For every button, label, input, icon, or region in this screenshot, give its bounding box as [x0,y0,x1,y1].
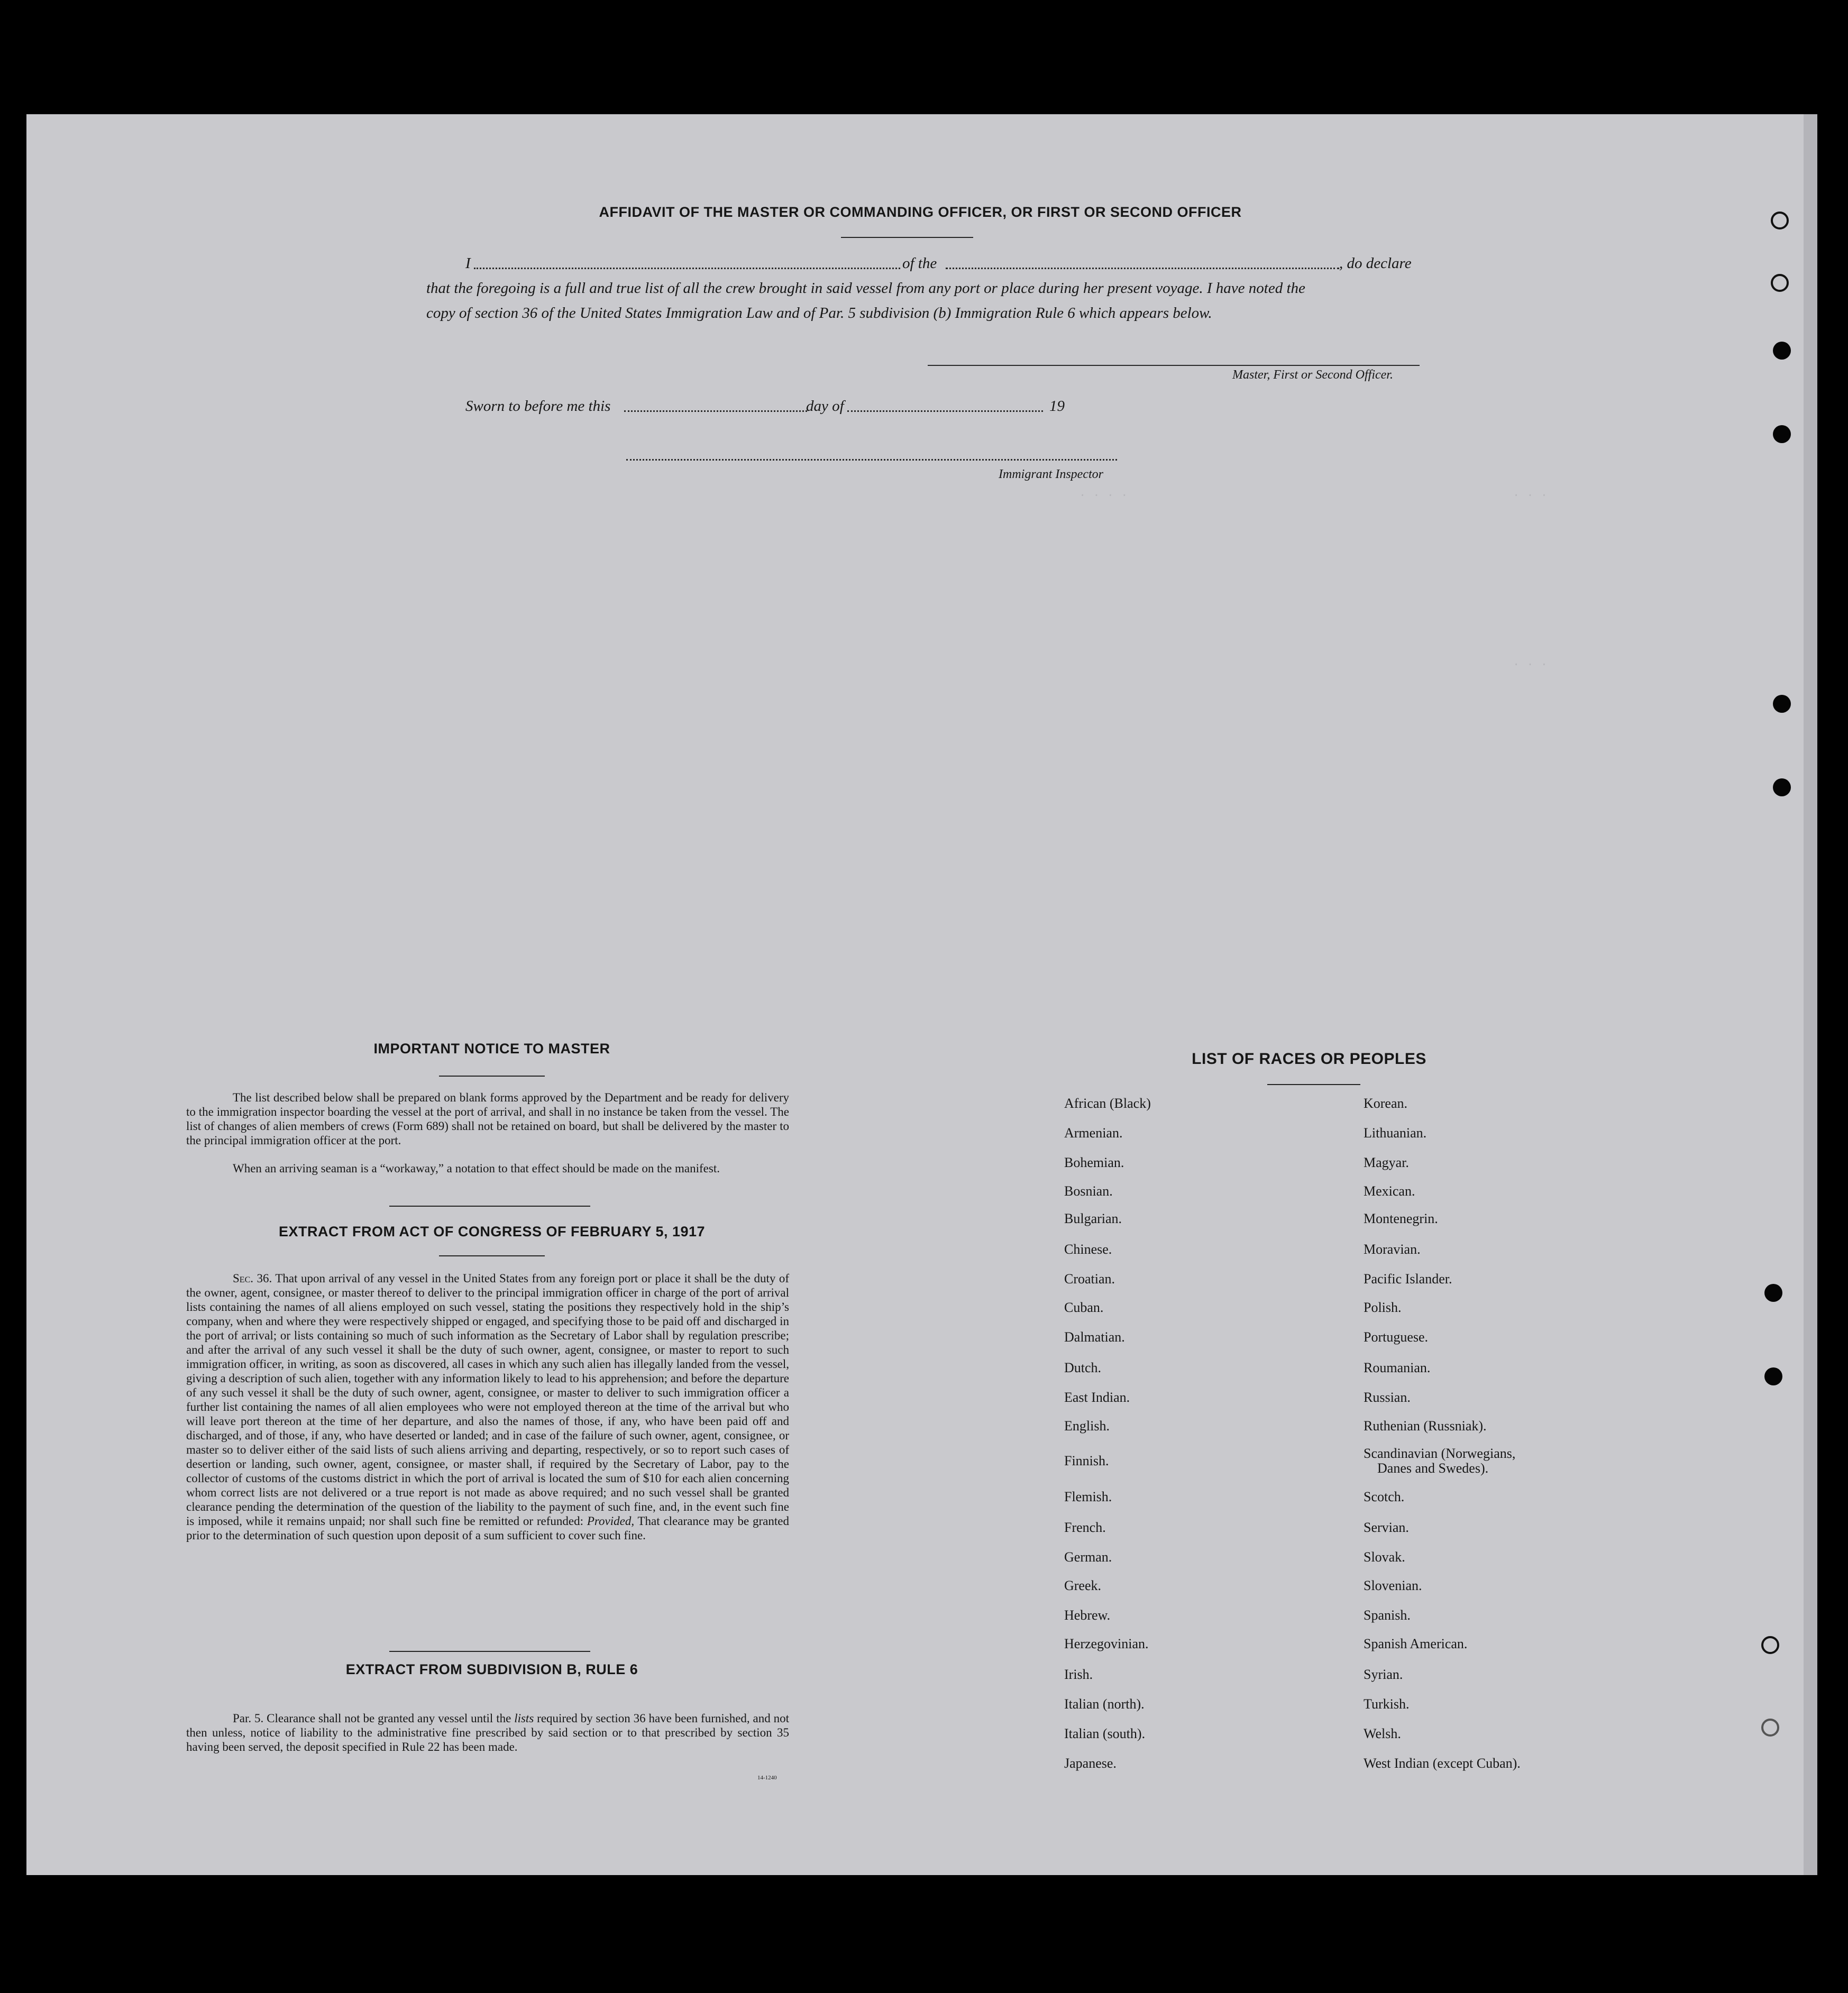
race-item: Scotch. [1364,1489,1405,1504]
race-item: Greek. [1064,1578,1102,1593]
master-signature-line [928,365,1420,366]
race-item: Polish. [1364,1300,1402,1315]
sworn-day-blank [624,410,807,412]
notice-title: IMPORTANT NOTICE TO MASTER [373,1041,610,1057]
punch-hole [1761,1719,1779,1737]
act-rule [439,1255,545,1256]
race-item: Japanese. [1064,1756,1117,1771]
title-rule [841,237,973,238]
lists-word: lists [514,1712,534,1725]
race-item: Slovak. [1364,1549,1405,1565]
race-item: Italian (south). [1064,1726,1146,1741]
race-item: Spanish American. [1364,1636,1468,1651]
race-item: Magyar. [1364,1155,1409,1170]
race-item: Ruthenian (Russniak). [1364,1418,1487,1434]
section-36-end: That clearance may be granted prior to the determination of such question upon deposit of a sum sufficient to cover such fine. [186,1514,789,1542]
document-sheet [26,114,1816,1875]
punch-hole [1761,1636,1779,1654]
race-item: Armenian. [1064,1125,1123,1141]
race-item: Lithuanian. [1364,1125,1427,1141]
inspector-label: Immigrant Inspector [999,467,1103,481]
punch-hole [1771,274,1789,292]
vessel-blank [946,268,1339,269]
race-item: Montenegrin. [1364,1211,1438,1226]
name-blank [474,268,900,269]
provided-word: Provided, [587,1514,635,1528]
punch-hole [1771,212,1789,229]
race-item: Portuguese. [1364,1329,1429,1345]
race-item: African (Black) [1064,1096,1151,1111]
section-36-text [186,1271,789,1542]
race-item: Slovenian. [1364,1578,1422,1593]
race-item: Spanish. [1364,1608,1411,1623]
affidavit-i: I [465,255,471,272]
race-item: Welsh. [1364,1726,1401,1741]
race-item: Dutch. [1064,1360,1102,1375]
inspector-signature-line [626,459,1117,461]
act-extract-title: EXTRACT FROM ACT OF CONGRESS OF FEBRUARY 5, 1917 [278,1224,706,1239]
race-item: Scandinavian (Norwegians, [1364,1446,1516,1461]
section-rule [389,1651,590,1652]
bleed-through-text: . . . [1513,656,1548,669]
race-item-continued: Danes and Swedes). [1377,1461,1489,1476]
notice-paragraph-2: When an arriving seaman is a “workaway,” a notation to that effect should be made on the manifest. [233,1162,720,1175]
race-item: Dalmatian. [1064,1329,1125,1345]
sworn-text: Sworn to before me this [465,398,611,415]
race-item: Roumanian. [1364,1360,1431,1375]
race-item: Pacific Islander. [1364,1271,1452,1287]
punch-hole [1764,1367,1782,1385]
races-rule [1267,1084,1360,1085]
affidavit-title: AFFIDAVIT OF THE MASTER OR COMMANDING OFFICER, OR FIRST OR SECOND OFFICER [599,204,1242,220]
race-item: Bulgarian. [1064,1211,1122,1226]
par-5-start: Par. 5. Clearance shall not be granted any vessel until the [233,1712,511,1725]
race-item: English. [1064,1418,1110,1434]
race-item: Irish. [1064,1667,1093,1682]
affidavit-line-3: copy of section 36 of the United States Immigration Law and of Par. 5 subdivision (b) Immigration Rule 6 which appears below. [426,305,1212,322]
races-title: LIST OF RACES OR PEOPLES [1192,1050,1426,1068]
bleed-through-text: . . . [1513,486,1548,500]
affidavit-declare: , do declare [1339,255,1412,272]
race-item: Turkish. [1364,1696,1410,1712]
year-text: 19 [1049,398,1065,415]
race-item: Russian. [1364,1390,1411,1405]
race-item: Hebrew. [1064,1608,1111,1623]
notice-rule [439,1076,545,1077]
section-36-body: That upon arrival of any vessel in the United States from any foreign port or place it shall be the duty of the owner, agent, consignee, or master thereof to deliver to the principal immigration officer in charge of the port of arrival lists containing the names of all aliens employed on such vessel, stating the positions they respectively hold in the ship’s company, when and where they were respectively shipped or engaged, and specifying those to be paid off and discharged in the port of arrival; or lists containing so much of such information as the Secretary of Labor shall by regulation prescribe; and after the arrival of any such vessel it shall be the duty of such owner, agent, consignee, or master to report to such immigration officer, in writing, as soon as discovered, all cases in which any such alien has illegally landed from the vessel, giving a description of such alien, together with any information likely to lead to his apprehension; and before the departure of any such vessel it shall be the duty of such owner, agent, consignee, or master to deliver to such immigration officer a further list containing the names of all alien employees who were not employed thereon at the time of the arrival but who will leave port thereon at the time of her departure, and also the names of those, if any, who have been paid off and discharged, and of those, if any, who have deserted or landed; and in case of the failure of such owner, agent, consignee, or master so to deliver either of the said lists of such aliens arriving and departing, respectively, or so to report such cases of desertion or landing, such owner, agent, consignee, or master shall, if required by the Secretary of Labor, pay to the collector of customs of the customs district in which the port of arrival is located the sum of $10 for each alien concerning whom correct lists are not delivered or a true report is not made as above required; and no such vessel shall be granted clearance pending the determination of the question of the liability to the payment of such fine, and, in the event such fine is imposed, while it remains unpaid; nor shall such fine be remitted or refunded: [186,1272,789,1528]
notice-paragraph-1: The list described below shall be prepared on blank forms approved by the Department and be ready for delivery to the immigration inspector boarding the vessel at the port of arrival, and shall in no instance be taken from the vessel. The list of changes of alien members of crews (Form 689) shall not be retained on board, but shall be delivered by the master to the principal immigration officer at the port. [186,1091,789,1147]
punch-hole [1773,342,1791,360]
race-item: Croatian. [1064,1271,1115,1287]
race-item: West Indian (except Cuban). [1364,1756,1521,1771]
race-item: German. [1064,1549,1112,1565]
month-blank [847,410,1043,412]
rule-extract-title: EXTRACT FROM SUBDIVISION B, RULE 6 [345,1661,638,1677]
section-rule [389,1206,590,1207]
punch-hole [1773,778,1791,796]
race-item: Moravian. [1364,1242,1421,1257]
race-item: Mexican. [1364,1183,1415,1199]
race-item: Herzegovinian. [1064,1636,1149,1651]
race-item: East Indian. [1064,1390,1130,1405]
punch-hole [1764,1284,1782,1302]
race-item: Italian (north). [1064,1696,1145,1712]
section-label: Sec. 36. [233,1272,272,1285]
race-item: Finnish. [1064,1453,1109,1468]
sheet-edge [1804,114,1817,1875]
punch-hole [1773,425,1791,443]
race-item: Korean. [1364,1096,1408,1111]
race-item: Bohemian. [1064,1155,1124,1170]
race-item: Flemish. [1064,1489,1112,1504]
par-5-text [186,1711,789,1754]
affidavit-line-2: that the foregoing is a full and true list of all the crew brought in said vessel from any port or place during her present voyage. I have noted the [426,280,1305,297]
race-item: Servian. [1364,1520,1409,1535]
form-number: 14-1240 [757,1775,777,1781]
race-item: Syrian. [1364,1667,1403,1682]
par-5-body: required by section 36 have been furnished, and not then unless, notice of liability to the administrative fine prescribed by said section or to that prescribed by section 35 having been served, the deposit specified in Rule 22 has been made. [186,1712,790,1753]
race-item: French. [1064,1520,1106,1535]
day-of-text: day of [806,398,844,415]
affidavit-of-the: of the [902,255,937,272]
punch-hole [1773,695,1791,713]
race-item: Bosnian. [1064,1183,1113,1199]
bleed-through-text: . . . . [1079,486,1128,500]
master-label: Master, First or Second Officer. [1232,368,1393,382]
race-item: Cuban. [1064,1300,1104,1315]
race-item: Chinese. [1064,1242,1112,1257]
